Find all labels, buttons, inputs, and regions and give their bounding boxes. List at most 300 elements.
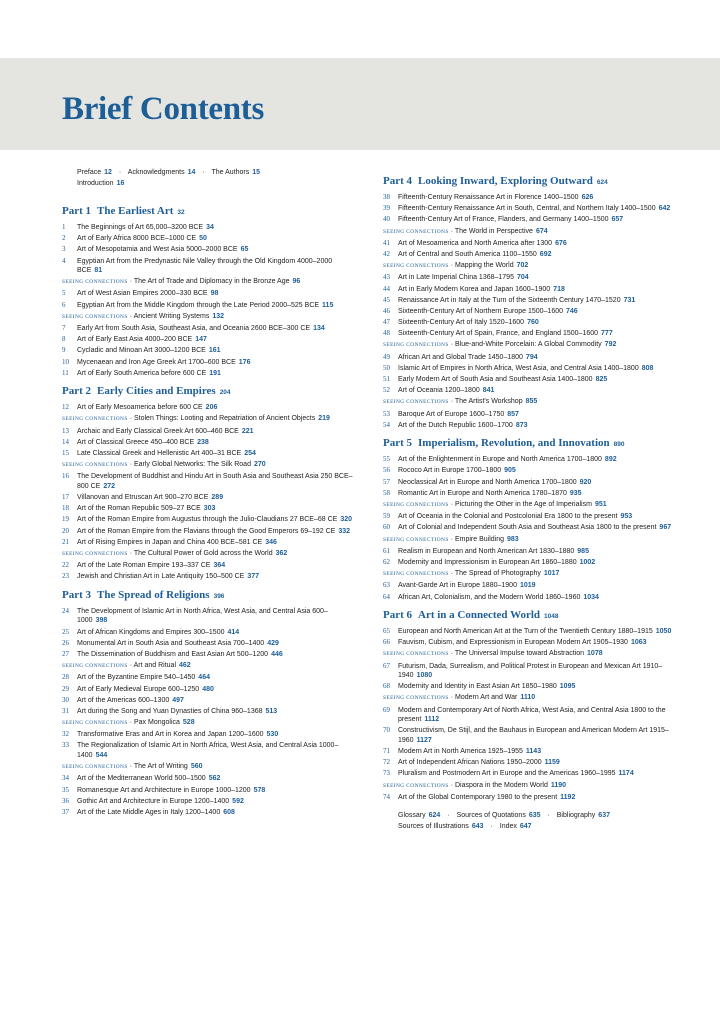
chapter-number: 68 bbox=[383, 682, 390, 691]
entry-separator: · bbox=[448, 570, 455, 578]
entry-page: 1143 bbox=[525, 748, 542, 755]
entry-title: Art of the Global Contemporary 1980 to the present bbox=[398, 793, 558, 801]
chapter-entry[interactable] bbox=[62, 628, 358, 638]
entry-page: 983 bbox=[507, 535, 519, 543]
entry-separator: · bbox=[127, 278, 134, 286]
entry-page: 562 bbox=[208, 775, 221, 783]
chapter-number: 39 bbox=[383, 204, 390, 213]
entry-title: Sixteenth-Century Art of Italy 1520–1600 bbox=[398, 319, 525, 327]
chapter-entry[interactable] bbox=[383, 758, 683, 768]
right-parts bbox=[383, 175, 683, 802]
chapter-number: 2 bbox=[62, 234, 66, 243]
entry-title: Art and Ritual bbox=[133, 662, 177, 670]
entry-page: 1159 bbox=[544, 759, 560, 767]
entry-title: Late Classical Greek and Hellenistic Art 400–31 BCE bbox=[77, 450, 242, 457]
entry-title: Art of Early Mesoamerica before 600 CE bbox=[77, 404, 203, 412]
entry-separator: · bbox=[127, 461, 134, 469]
chapter-entry[interactable] bbox=[383, 747, 683, 757]
seeing-connections-entry[interactable] bbox=[62, 277, 358, 288]
chapter-number: 14 bbox=[62, 437, 69, 446]
entry-title: Sixteenth-Century Art of Spain, France, and England 1500–1600 bbox=[398, 330, 599, 338]
entry-page: 65 bbox=[240, 246, 249, 254]
entry-title: Gothic Art and Architecture in Europe 1200–1400 bbox=[77, 797, 230, 805]
entry-page: 985 bbox=[577, 547, 589, 555]
entry-page: 1080 bbox=[416, 672, 433, 680]
seeing-connections-entry[interactable] bbox=[62, 762, 358, 773]
chapter-entry[interactable] bbox=[62, 808, 358, 818]
chapter-number: 73 bbox=[383, 769, 390, 778]
seeing-connections-entry[interactable] bbox=[62, 718, 358, 729]
chapter-entry[interactable] bbox=[62, 493, 358, 503]
seeing-connections-label: SEEING CONNECTIONS bbox=[383, 571, 449, 578]
chapter-entry[interactable] bbox=[62, 741, 358, 760]
chapter-entry[interactable] bbox=[383, 364, 683, 374]
chapter-entry[interactable] bbox=[383, 512, 683, 522]
entry-title: Art of Oceania 1200–1800 bbox=[398, 387, 480, 395]
entry-page: 792 bbox=[604, 341, 617, 349]
chapter-number: 5 bbox=[62, 289, 66, 298]
entry-title: The Universal Impulse toward Abstraction bbox=[454, 650, 585, 658]
page-title: Brief Contents bbox=[62, 91, 265, 127]
chapter-number: 69 bbox=[383, 705, 390, 714]
chapter-entry[interactable] bbox=[62, 797, 358, 807]
seeing-connections-entry[interactable] bbox=[62, 661, 358, 672]
entry-separator: · bbox=[448, 535, 455, 543]
entry-title: Art of the Mediterranean World 500–1500 bbox=[77, 775, 206, 783]
chapter-entry[interactable] bbox=[62, 607, 358, 626]
entry-title: Modernity and Impressionism in European Art 1860–1880 bbox=[398, 558, 577, 566]
chapter-entry[interactable] bbox=[383, 285, 683, 295]
seeing-connections-entry[interactable] bbox=[383, 693, 683, 704]
chapter-number: 43 bbox=[383, 273, 390, 282]
chapter-number: 29 bbox=[62, 684, 69, 693]
entry-title: Modern and Contemporary Art of North Africa, West Asia, and Central Asia 1800 to the present bbox=[398, 706, 666, 724]
entry-page: 462 bbox=[179, 662, 191, 670]
seeing-connections-label: SEEING CONNECTIONS bbox=[62, 416, 128, 423]
introduction-link[interactable]: Introduction 16 bbox=[77, 179, 125, 187]
entry-title: Jewish and Christian Art in Late Antiquity 150–500 CE bbox=[77, 573, 245, 581]
chapter-entry[interactable] bbox=[62, 538, 358, 548]
entry-title: The Spread of Photography bbox=[454, 570, 541, 578]
entry-title: Egyptian Art from the Middle Kingdom through the Late Period 2000–525 BCE bbox=[77, 301, 320, 309]
chapter-entry[interactable] bbox=[62, 730, 358, 740]
entry-title: Art of Early Medieval Europe 600–1250 bbox=[77, 685, 200, 693]
seeing-connections-entry[interactable] bbox=[62, 549, 358, 560]
chapter-entry[interactable] bbox=[62, 774, 358, 784]
part-page: 396 bbox=[213, 592, 225, 600]
chapter-entry[interactable] bbox=[383, 273, 683, 283]
seeing-connections-entry[interactable] bbox=[62, 312, 358, 323]
chapter-entry[interactable] bbox=[383, 581, 683, 591]
chapter-entry[interactable] bbox=[383, 489, 683, 499]
chapter-entry[interactable] bbox=[383, 329, 683, 339]
authors-link[interactable]: The Authors 15 bbox=[211, 169, 261, 176]
back-matter bbox=[383, 811, 683, 832]
part-heading[interactable] bbox=[62, 385, 358, 399]
chapter-entry[interactable] bbox=[383, 466, 683, 476]
seeing-connections-label: SEEING CONNECTIONS bbox=[383, 263, 449, 270]
entry-page: 873 bbox=[515, 421, 528, 429]
chapter-entry[interactable] bbox=[62, 504, 358, 514]
entry-page: 953 bbox=[620, 513, 633, 521]
chapter-number: 27 bbox=[62, 649, 69, 658]
left-column bbox=[62, 168, 358, 819]
chapter-number: 51 bbox=[383, 375, 390, 383]
chapter-number: 23 bbox=[62, 572, 69, 581]
chapter-number: 53 bbox=[383, 409, 390, 418]
chapter-entry[interactable] bbox=[383, 386, 683, 396]
entry-title: Realism in European and North American Art 1830–1880 bbox=[398, 547, 575, 555]
entry-page: 1050 bbox=[655, 628, 672, 635]
entry-title: The Artist's Workshop bbox=[454, 398, 523, 406]
entry-page: 731 bbox=[623, 296, 636, 304]
chapter-entry[interactable] bbox=[62, 346, 358, 356]
entry-title: Futurism, Dada, Surrealism, and Political Protest in European and Mexican Art 1910–1940 bbox=[398, 662, 663, 680]
entry-page: 1190 bbox=[550, 781, 567, 789]
entry-title: Egyptian Art from the Predynastic Nile Valley through the Old Kingdom 4000–2000 BCE bbox=[77, 257, 333, 275]
chapter-number: 32 bbox=[62, 730, 69, 739]
acknowledgments-link[interactable]: Acknowledgments 14 bbox=[127, 169, 196, 176]
part-label: Part 4 bbox=[383, 175, 413, 187]
chapter-number: 72 bbox=[383, 758, 390, 767]
chapter-entry[interactable] bbox=[383, 627, 683, 637]
seeing-connections-label: SEEING CONNECTIONS bbox=[383, 399, 449, 406]
entry-title: Romanesque Art and Architecture in Europe 1000–1200 bbox=[77, 786, 251, 794]
part-page: 624 bbox=[596, 179, 608, 186]
chapter-entry[interactable] bbox=[383, 239, 683, 249]
part-title: Looking Inward, Exploring Outward bbox=[418, 175, 593, 187]
entry-title: Art of West Asian Empires 2000–330 BCE bbox=[77, 290, 208, 298]
entry-title: Art of the Roman Empire from Augustus through the Julio-Claudians 27 BCE–68 CE bbox=[77, 516, 338, 524]
entry-page: 702 bbox=[516, 262, 529, 270]
seeing-connections-entry[interactable] bbox=[383, 500, 683, 511]
entry-page: 34 bbox=[206, 224, 214, 231]
entry-page: 446 bbox=[271, 650, 283, 658]
bibliography-link[interactable]: Bibliography 637 bbox=[556, 812, 610, 820]
entry-separator: · bbox=[448, 227, 455, 235]
part-heading[interactable] bbox=[62, 205, 358, 219]
chapter-entry[interactable] bbox=[62, 786, 358, 796]
chapter-number: 62 bbox=[383, 557, 390, 566]
entry-separator: · bbox=[127, 312, 134, 320]
entry-page: 1112 bbox=[424, 716, 440, 724]
entry-title: Avant-Garde Art in Europe 1880–1900 bbox=[398, 582, 517, 590]
chapter-entry[interactable] bbox=[383, 662, 683, 681]
entry-page: 704 bbox=[516, 274, 529, 282]
chapter-entry[interactable] bbox=[383, 593, 683, 603]
chapter-number: 37 bbox=[62, 807, 69, 816]
entry-title: Art of Classical Greece 450–400 BCE bbox=[77, 438, 195, 446]
chapter-entry[interactable] bbox=[62, 358, 358, 368]
chapter-number: 38 bbox=[383, 193, 390, 201]
chapter-entry[interactable] bbox=[383, 296, 683, 306]
chapter-entry[interactable] bbox=[62, 369, 358, 379]
chapter-entry[interactable] bbox=[383, 375, 683, 385]
chapter-entry[interactable] bbox=[383, 353, 683, 363]
chapter-number: 35 bbox=[62, 785, 69, 794]
chapter-entry[interactable] bbox=[383, 793, 683, 803]
entry-title: Islamic Art of Empires in North Africa, West Asia, and Central Asia 1400–1800 bbox=[398, 364, 639, 372]
entry-page: 760 bbox=[527, 319, 539, 327]
chapter-entry[interactable] bbox=[62, 639, 358, 649]
chapter-entry[interactable] bbox=[62, 561, 358, 571]
chapter-number: 58 bbox=[383, 488, 390, 497]
seeing-connections-label: SEEING CONNECTIONS bbox=[383, 502, 449, 508]
seeing-connections-entry[interactable] bbox=[383, 397, 683, 408]
chapter-entry[interactable] bbox=[383, 193, 683, 203]
chapter-number: 28 bbox=[62, 673, 69, 682]
entry-page: 857 bbox=[507, 410, 519, 418]
chapter-entry[interactable] bbox=[383, 478, 683, 488]
entry-page: 96 bbox=[292, 278, 301, 286]
seeing-connections-entry[interactable] bbox=[62, 414, 358, 425]
entry-separator: · bbox=[448, 650, 455, 658]
seeing-connections-label: SEEING CONNECTIONS bbox=[62, 551, 128, 557]
chapter-number: 49 bbox=[383, 352, 390, 361]
back-matter-line-2: Sources of Illustrations 643 · Index 647 bbox=[398, 822, 532, 830]
chapter-entry[interactable] bbox=[383, 682, 683, 692]
sources-of-quotations-link[interactable]: Sources of Quotations 635 bbox=[456, 812, 541, 820]
seeing-connections-entry[interactable] bbox=[62, 460, 358, 471]
entry-page: 132 bbox=[212, 312, 225, 320]
entry-title: Art of Mesoamerica and North America after 1300 bbox=[398, 239, 553, 247]
chapter-entry[interactable] bbox=[62, 696, 358, 706]
part-page: 1048 bbox=[544, 613, 559, 620]
entry-title: Mycenaean and Iron Age Greek Art 1700–600 BCE bbox=[77, 358, 236, 366]
entry-title: Art during the Song and Yuan Dynasties of China 960–1368 bbox=[77, 707, 263, 715]
entry-title: Art of Oceania in the Colonial and Postcolonial Era 1800 to the present bbox=[398, 513, 618, 521]
chapter-entry[interactable] bbox=[62, 301, 358, 311]
part-label: Part 1 bbox=[62, 205, 92, 217]
entry-page: 98 bbox=[210, 290, 219, 298]
seeing-connections-entry[interactable] bbox=[383, 649, 683, 660]
chapter-entry[interactable] bbox=[62, 403, 358, 413]
part-heading[interactable] bbox=[62, 589, 358, 603]
chapter-number: 63 bbox=[383, 581, 390, 590]
chapter-entry[interactable] bbox=[62, 257, 358, 276]
entry-title: The World in Perspective bbox=[454, 227, 533, 235]
entry-title: Cycladic and Minoan Art 3000–1200 BCE bbox=[77, 347, 206, 355]
entry-page: 676 bbox=[555, 239, 567, 247]
chapter-entry[interactable] bbox=[62, 335, 358, 345]
chapter-entry[interactable] bbox=[383, 558, 683, 568]
chapter-number: 70 bbox=[383, 726, 390, 735]
chapter-entry[interactable] bbox=[383, 215, 683, 225]
chapter-number: 34 bbox=[62, 774, 69, 783]
chapter-entry[interactable] bbox=[62, 572, 358, 582]
chapter-number: 15 bbox=[62, 449, 69, 457]
entry-title: Transformative Eras and Art in Korea and Japan 1200–1600 bbox=[77, 731, 264, 739]
chapter-number: 25 bbox=[62, 627, 69, 636]
entry-title: Archaic and Early Classical Greek Art 600–460 BCE bbox=[77, 427, 239, 435]
entry-title: Pluralism and Postmodern Art in Europe and the Americas 1960–1995 bbox=[398, 770, 616, 778]
entry-title: Art of Early Africa 8000 BCE–1000 CE bbox=[77, 235, 197, 243]
entry-title: Art of African Kingdoms and Empires 300–1500 bbox=[77, 628, 225, 636]
entry-page: 1174 bbox=[618, 770, 634, 778]
chapter-entry[interactable] bbox=[383, 769, 683, 779]
entry-page: 967 bbox=[659, 524, 672, 532]
entry-page: 746 bbox=[566, 307, 578, 315]
chapter-entry[interactable] bbox=[62, 234, 358, 244]
seeing-connections-entry[interactable] bbox=[383, 781, 683, 792]
entry-separator: · bbox=[127, 763, 134, 771]
part-page: 890 bbox=[613, 441, 625, 449]
chapter-entry[interactable] bbox=[62, 289, 358, 299]
chapter-entry[interactable] bbox=[62, 527, 358, 537]
entry-title: Renaissance Art in Italy at the Turn of the Sixteenth Century 1470–1520 bbox=[398, 296, 621, 304]
chapter-entry[interactable] bbox=[383, 204, 683, 214]
glossary-link[interactable]: Glossary 624 bbox=[398, 812, 441, 820]
entry-page: 513 bbox=[265, 707, 278, 715]
entry-title: Art of the Americas 600–1300 bbox=[77, 696, 170, 704]
chapter-number: 31 bbox=[62, 706, 69, 715]
chapter-number: 74 bbox=[383, 792, 390, 801]
chapter-entry[interactable] bbox=[62, 707, 358, 717]
entry-page: 808 bbox=[641, 364, 654, 372]
preface-link[interactable]: Preface 12 bbox=[77, 169, 112, 176]
chapter-number: 19 bbox=[62, 515, 69, 524]
chapter-entry[interactable] bbox=[383, 706, 683, 725]
chapter-entry[interactable] bbox=[383, 318, 683, 328]
chapter-entry[interactable] bbox=[383, 547, 683, 557]
entry-title: Blue-and-White Porcelain: A Global Commodity bbox=[454, 341, 602, 349]
part-heading[interactable] bbox=[383, 175, 683, 189]
chapter-entry[interactable] bbox=[62, 472, 358, 491]
seeing-connections-entry[interactable] bbox=[383, 535, 683, 546]
chapter-number: 26 bbox=[62, 638, 69, 647]
chapter-entry[interactable] bbox=[383, 523, 683, 533]
chapter-number: 65 bbox=[383, 627, 390, 635]
entry-separator: · bbox=[127, 662, 134, 670]
entry-title: Constructivism, De Stijl, and the Bauhaus in European and American Modern Art 1915–1960 bbox=[398, 727, 669, 744]
chapter-entry[interactable] bbox=[383, 638, 683, 648]
entry-title: Pax Mongolica bbox=[133, 719, 180, 727]
entry-separator: · bbox=[127, 415, 134, 423]
chapter-entry[interactable] bbox=[62, 449, 358, 459]
entry-page: 1192 bbox=[560, 793, 576, 801]
chapter-number: 18 bbox=[62, 504, 69, 513]
entry-title: Mapping the World bbox=[454, 262, 514, 270]
seeing-connections-label: SEEING CONNECTIONS bbox=[62, 313, 128, 320]
chapter-entry[interactable] bbox=[383, 726, 683, 745]
entry-page: 81 bbox=[94, 267, 103, 275]
part-title: The Earliest Art bbox=[97, 205, 174, 217]
chapter-number: 36 bbox=[62, 796, 69, 805]
seeing-connections-entry[interactable] bbox=[383, 227, 683, 238]
seeing-connections-label: SEEING CONNECTIONS bbox=[62, 279, 128, 286]
sources-of-illustrations-link[interactable]: Sources of Illustrations 643 bbox=[398, 822, 484, 830]
chapter-number: 33 bbox=[62, 741, 69, 750]
entry-page: 254 bbox=[244, 450, 256, 457]
seeing-connections-label: SEEING CONNECTIONS bbox=[383, 228, 449, 235]
seeing-connections-entry[interactable] bbox=[383, 569, 683, 580]
seeing-connections-label: SEEING CONNECTIONS bbox=[62, 462, 128, 469]
entry-title: Monumental Art in South Asia and Southeast Asia 700–1400 bbox=[77, 639, 265, 647]
seeing-connections-label: SEEING CONNECTIONS bbox=[62, 720, 128, 727]
entry-title: The Art of Trade and Diplomacy in the Bronze Age bbox=[133, 278, 290, 286]
chapter-entry[interactable] bbox=[62, 515, 358, 525]
chapter-number: 4 bbox=[62, 256, 66, 265]
part-label: Part 5 bbox=[383, 437, 413, 450]
entry-page: 692 bbox=[539, 250, 552, 258]
entry-page: 544 bbox=[95, 751, 108, 759]
chapter-number: 46 bbox=[383, 306, 390, 315]
chapter-number: 16 bbox=[62, 472, 69, 481]
seeing-connections-label: SEEING CONNECTIONS bbox=[383, 695, 449, 702]
chapter-number: 17 bbox=[62, 493, 69, 502]
entry-page: 530 bbox=[266, 731, 279, 739]
part-heading[interactable] bbox=[383, 609, 683, 623]
part-title: Imperialism, Revolution, and Innovation bbox=[418, 437, 610, 450]
entry-page: 794 bbox=[525, 353, 538, 361]
entry-page: 147 bbox=[195, 336, 207, 344]
entry-page: 320 bbox=[340, 516, 352, 524]
seeing-connections-entry[interactable] bbox=[383, 340, 683, 351]
entry-page: 892 bbox=[604, 456, 617, 464]
entry-title: African Art and Global Trade 1450–1800 bbox=[398, 353, 523, 361]
entry-title: The Dissemination of Buddhism and East Asian Art 500–1200 bbox=[77, 650, 269, 658]
chapter-entry[interactable] bbox=[383, 421, 683, 431]
chapter-entry[interactable] bbox=[383, 250, 683, 260]
entry-title: Rococo Art in Europe 1700–1800 bbox=[398, 467, 502, 475]
chapter-number: 61 bbox=[383, 546, 390, 555]
entry-page: 642 bbox=[658, 205, 671, 213]
chapter-entry[interactable] bbox=[62, 673, 358, 683]
part-heading[interactable] bbox=[383, 437, 683, 451]
part-title: The Spread of Religions bbox=[97, 588, 210, 601]
entry-page: 219 bbox=[318, 415, 330, 423]
entry-page: 206 bbox=[205, 404, 218, 412]
entry-page: 1110 bbox=[520, 694, 536, 702]
entry-page: 429 bbox=[267, 639, 279, 647]
entry-title: Fauvism, Cubism, and Expressionism in European Modern Art 1905–1930 bbox=[398, 639, 628, 647]
seeing-connections-entry[interactable] bbox=[383, 261, 683, 272]
entry-title: Art of the Enlightenment in Europe and North America 1700–1800 bbox=[398, 456, 602, 464]
index-link[interactable]: Index 647 bbox=[499, 822, 532, 830]
entry-page: 480 bbox=[202, 685, 214, 693]
right-column bbox=[383, 168, 683, 832]
chapter-entry[interactable] bbox=[62, 650, 358, 660]
entry-title: Art of Colonial and Independent South Asia and Southeast Asia 1800 to the present bbox=[398, 524, 657, 532]
chapter-number: 47 bbox=[383, 318, 390, 327]
entry-title: The Development of Buddhist and Hindu Art in South Asia and Southeast Asia 250 BCE–800 CE bbox=[77, 473, 353, 490]
part-label: Part 6 bbox=[383, 609, 413, 621]
chapter-entry[interactable] bbox=[383, 455, 683, 465]
chapter-entry[interactable] bbox=[62, 438, 358, 448]
entry-separator: · bbox=[127, 550, 134, 557]
entry-title: Art of Mesopotamia and West Asia 5000–2000 BCE bbox=[77, 246, 238, 254]
chapter-number: 45 bbox=[383, 295, 390, 304]
entry-title: Romantic Art in Europe and North America 1780–1870 bbox=[398, 489, 567, 497]
chapter-entry[interactable] bbox=[383, 410, 683, 420]
entry-page: 1034 bbox=[583, 593, 599, 601]
chapter-number: 42 bbox=[383, 249, 390, 258]
entry-page: 777 bbox=[601, 330, 613, 338]
entry-page: 272 bbox=[103, 482, 116, 490]
chapter-entry[interactable] bbox=[383, 307, 683, 317]
chapter-entry[interactable] bbox=[62, 245, 358, 255]
entry-separator: · bbox=[448, 781, 455, 789]
chapter-entry[interactable] bbox=[62, 685, 358, 695]
chapter-number: 8 bbox=[62, 335, 66, 344]
chapter-entry[interactable] bbox=[62, 427, 358, 437]
chapter-entry[interactable] bbox=[62, 223, 358, 233]
entry-page: 626 bbox=[581, 194, 594, 201]
chapter-number: 60 bbox=[383, 523, 390, 532]
entry-page: 1017 bbox=[543, 570, 560, 578]
entry-page: 935 bbox=[569, 489, 582, 497]
chapter-entry[interactable] bbox=[62, 324, 358, 334]
